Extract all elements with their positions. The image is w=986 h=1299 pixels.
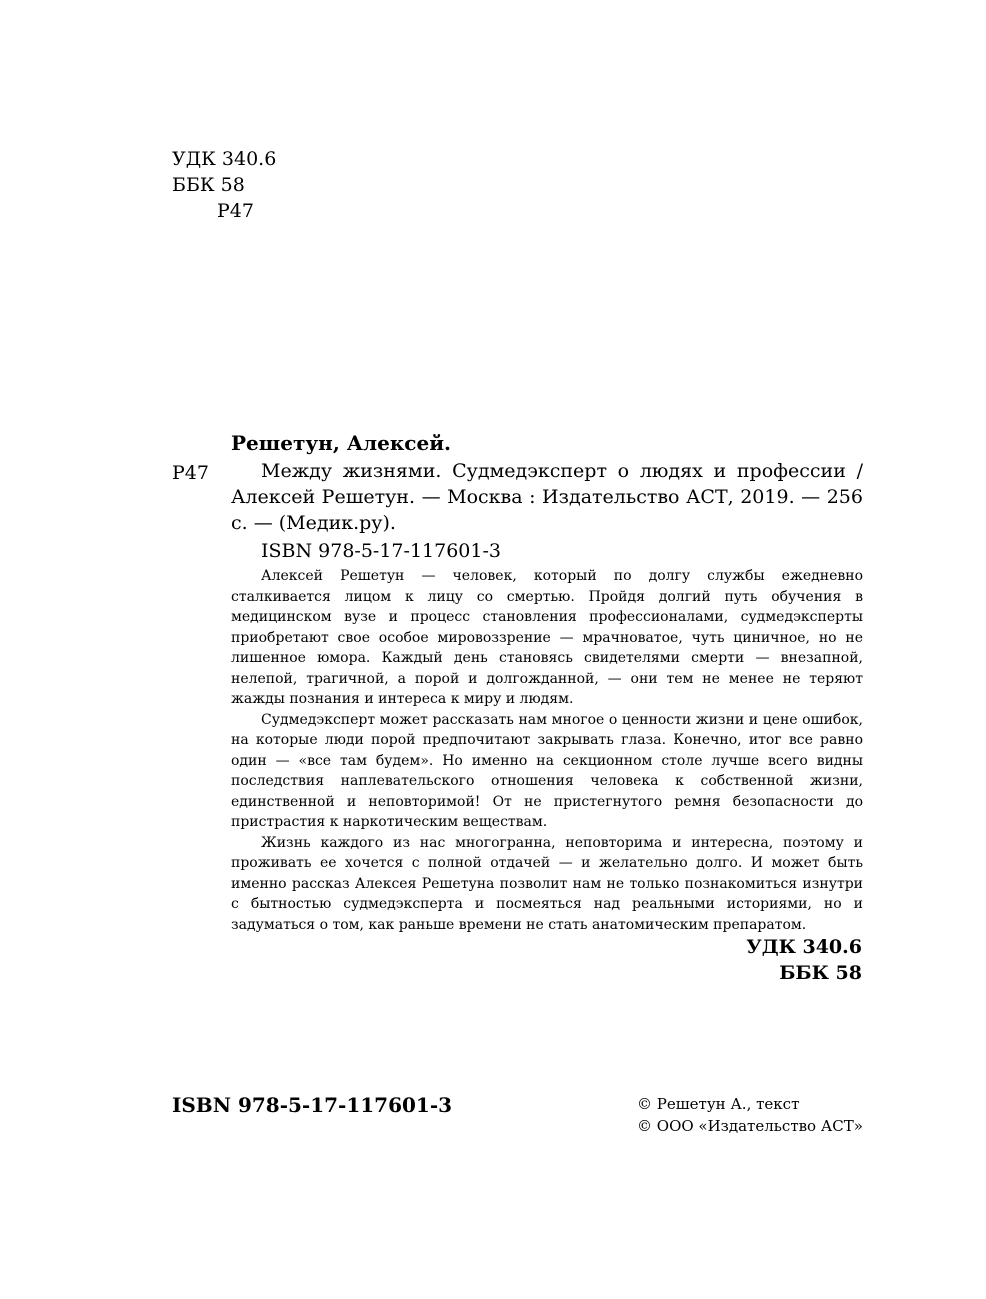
author-mark-left: Р47 xyxy=(172,462,209,484)
author-mark-top: Р47 xyxy=(217,200,254,222)
copyright-author: © Решетун А., текст xyxy=(637,1095,800,1113)
udk-code-bottom: УДК 340.6 xyxy=(746,936,862,958)
annotation xyxy=(231,566,863,935)
copyright-publisher: © ООО «Издательство АСТ» xyxy=(637,1117,863,1135)
annotation-paragraph: Судмедэксперт может рассказать нам многое о ценности жизни и цене ошибок, на которые люди порой предпочитают закрывать глаза. Конечно, итог все равно один — «все там будем». Но именно на секционном столе лучше всего видны последствия наплевательского отношения человека к собственной жизни, единственной и неповторимой! От не пристегнутого ремня безопасности до пристрастия к наркотическим веществам. xyxy=(231,711,863,830)
udk-code-top: УДК 340.6 xyxy=(172,148,277,170)
bbk-code-top: ББК 58 xyxy=(172,174,245,196)
annotation-paragraph: Жизнь каждого из нас многогранна, неповторима и интересна, поэтому и проживать ее хочется с полной отдачей — и желательно долго. И может быть именно рассказ Алексея Решетуна позволит нам не только познакомиться изнутри с бытностью судмедэксперта и посмеяться над реальными историями, но и задуматься о том, как раньше времени не стать анатомическим препаратом. xyxy=(231,834,863,933)
author-heading: Решетун, Алексей. xyxy=(231,431,451,455)
copyright-block xyxy=(637,1093,863,1137)
bbk-code-bottom: ББК 58 xyxy=(779,962,862,984)
isbn-line: ISBN 978-5-17-117601-3 xyxy=(261,540,501,562)
bibliographic-description: Между жизнями. Судмедэксперт о людях и профессии / Алексей Решетун. — Москва : Издательство АСТ, 2019. — 256 с. — (Медик.ру). xyxy=(231,460,863,534)
classification-codes-bottom xyxy=(746,934,862,986)
isbn-bottom: ISBN 978-5-17-117601-3 xyxy=(172,1093,453,1117)
annotation-paragraph: Алексей Решетун — человек, который по долгу службы ежедневно сталкивается лицом к лицу со смертью. Пройдя долгий путь обучения в медицинском вузе и процесс становления профессионалами, судмедэксперты приобретают свое особое мировоззрение — мрачноватое, чуть циничное, но не лишенное юмора. Каждый день становясь свидетелями смерти — внезапной, нелепой, трагичной, а порой и долгожданной, — они тем не менее не теряют жажды познания и интереса к миру и людям. xyxy=(231,568,863,707)
